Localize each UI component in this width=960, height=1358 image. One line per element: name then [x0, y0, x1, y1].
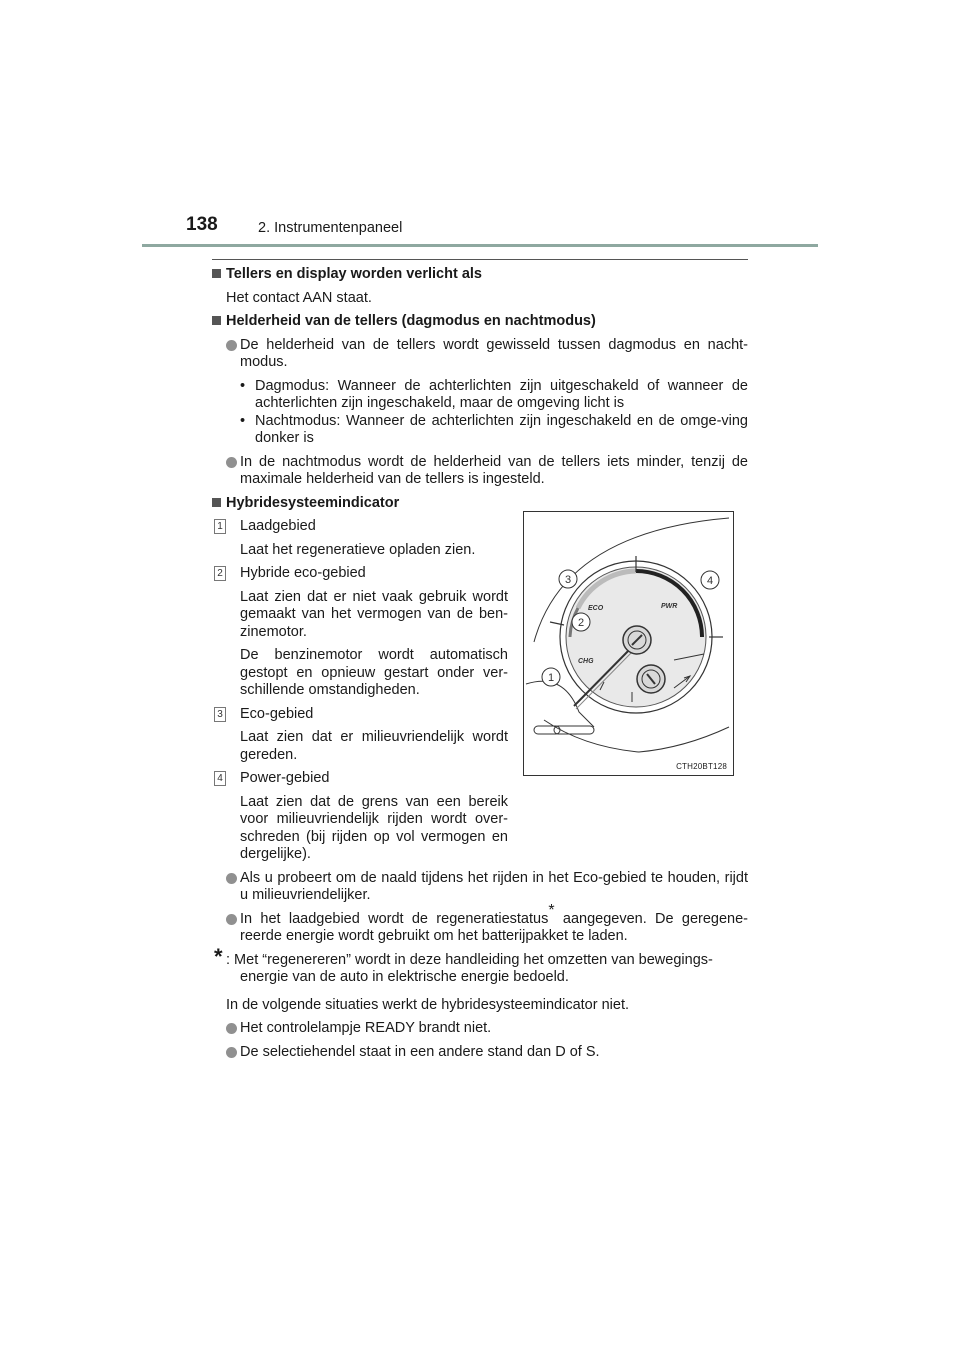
list-item-desc: Laat zien dat de grens van een bereik voor milieuvriendelijk rijden wordt over-schreden (bij rijden op vol vermogen en dergelijke). [240, 793, 508, 862]
bullet-item: De selectiehendel staat in een andere stand dan D of S. [212, 1044, 748, 1062]
eco-label: ECO [588, 605, 604, 612]
paragraph: In de volgende situaties werkt de hybridesysteemindicator niet. [226, 996, 629, 1013]
bullet-item: De helderheid van de tellers wordt gewisseld tussen dagmodus en nacht-modus. [212, 337, 748, 372]
figure-code: CTH20BT128 [676, 762, 727, 771]
svg-text:3: 3 [564, 574, 572, 586]
bullet-item: In de nachtmodus wordt de helderheid van de tellers iets minder, tenzij de maximale helderheid van de tellers is ingesteld. [212, 454, 748, 489]
round-bullet-icon [226, 1047, 237, 1058]
chapter-title: 2. Instrumentenpaneel [258, 220, 403, 236]
callout-4 [701, 571, 719, 589]
round-bullet-icon [226, 457, 237, 468]
square-bullet-icon [212, 269, 221, 278]
footnote: * : Met “regenereren” wordt in deze handleiding het omzetten van bewegings- [214, 943, 713, 969]
footnote-cont: energie van de auto in elektrische energie bedoeld. [240, 969, 569, 985]
square-bullet-icon [212, 316, 221, 325]
round-bullet-icon [226, 873, 237, 884]
section-heading: Hybridesysteemindicator [212, 495, 748, 513]
callout-2 [572, 613, 590, 631]
list-item-title: 1 Laadgebied [212, 518, 508, 536]
round-bullet-icon [226, 1023, 237, 1034]
section-heading: Helderheid van de tellers (dagmodus en nachtmodus) [212, 313, 748, 331]
hybrid-indicator-figure [523, 511, 734, 776]
list-item-desc: Laat het regeneratieve opladen zien. [240, 541, 476, 558]
list-item-title: 3 Eco-gebied [212, 706, 508, 724]
section-rule [212, 259, 748, 260]
gauge-illustration [524, 512, 733, 775]
header-rule [142, 244, 818, 247]
list-item-desc: Laat zien dat er niet vaak gebruik wordt gemaakt van het vermogen van de ben-zinemotor. [240, 588, 508, 640]
callout-3 [559, 570, 577, 588]
round-bullet-icon [226, 340, 237, 351]
list-item-desc: De benzinemotor wordt automatisch gestopt en opnieuw gestart onder ver-schillende omstandigheden. [240, 647, 508, 698]
section-heading: Tellers en display worden verlicht als [212, 266, 748, 284]
chg-label: CHG [578, 658, 594, 665]
list-item-desc: Laat zien dat er milieuvriendelijk wordt gereden. [240, 729, 508, 763]
page-number: 138 [186, 214, 218, 235]
callout-1 [542, 668, 560, 686]
dash-item: • Dagmodus: Wanneer de achterlichten zijn uitgeschakeld of wanneer de achterlichten zijn ingeschakeld, maar de omgeving licht is [240, 377, 748, 411]
bullet-item: Het controlelampje READY brandt niet. [212, 1020, 748, 1038]
bullet-item: In het laadgebied wordt de regeneratiestatus* aangegeven. De geregene-reerde energie wordt gebruikt om het batterijpakket te laden. [212, 911, 748, 946]
list-item-title: 4 Power-gebied [212, 770, 508, 788]
square-bullet-icon [212, 498, 221, 507]
list-item-title: 2 Hybride eco-gebied [212, 565, 508, 583]
svg-text:4: 4 [706, 575, 714, 587]
svg-text:2: 2 [577, 617, 585, 629]
paragraph: Het contact AAN staat. [226, 289, 372, 306]
pwr-label: PWR [661, 603, 678, 610]
dash-item: • Nachtmodus: Wanneer de achterlichten zijn ingeschakeld en de omge-ving donker is [240, 412, 748, 446]
bullet-item: Als u probeert om de naald tijdens het rijden in het Eco-gebied te houden, rijdt u milieuvriendelijker. [212, 870, 748, 905]
round-bullet-icon [226, 914, 237, 925]
svg-text:1: 1 [547, 672, 555, 684]
